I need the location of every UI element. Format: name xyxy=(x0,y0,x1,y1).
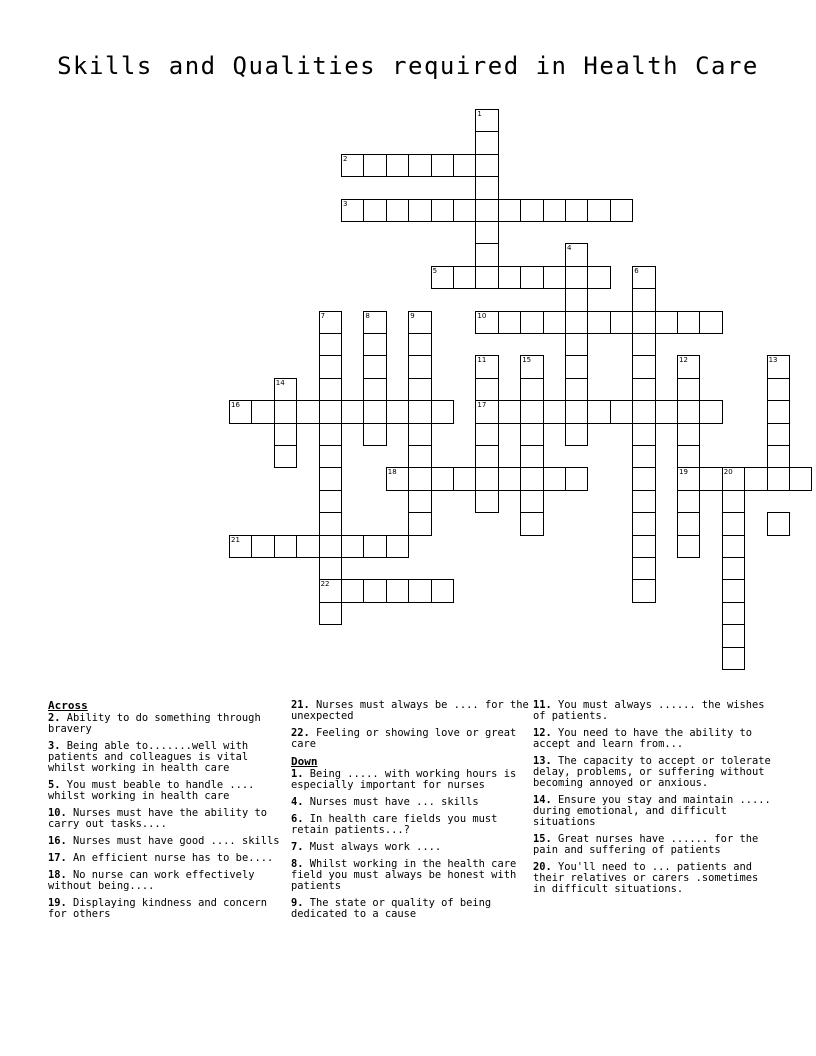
crossword-cell[interactable] xyxy=(453,154,476,177)
crossword-cell[interactable] xyxy=(587,266,610,289)
crossword-cell[interactable] xyxy=(498,400,521,423)
crossword-cell[interactable] xyxy=(498,311,521,334)
crossword-cell[interactable] xyxy=(677,535,700,558)
clue-text: In health care fields you must retain patients...? xyxy=(291,813,498,836)
crossword-cell[interactable] xyxy=(699,400,722,423)
crossword-cell[interactable] xyxy=(475,445,498,468)
down-clue xyxy=(291,769,529,791)
clue-number-label: 19. xyxy=(48,897,67,909)
clue-text: Being able to.......well with patients and colleagues is vital whilst working in health care xyxy=(48,740,249,774)
crossword-cell[interactable] xyxy=(677,400,700,423)
clue-text: The state or quality of being dedicated to a cause xyxy=(291,897,492,920)
clue-number-label: 22. xyxy=(291,727,310,739)
down-heading: Down xyxy=(291,755,318,768)
crossword-cell[interactable] xyxy=(565,288,588,311)
clue-number: 7 xyxy=(320,311,326,320)
crossword-cell[interactable] xyxy=(722,647,745,670)
clue-number-label: 14. xyxy=(533,794,552,806)
down-clue xyxy=(533,728,771,750)
clue-number: 8 xyxy=(365,311,370,320)
crossword-cell[interactable] xyxy=(520,512,543,535)
crossword-cell[interactable] xyxy=(475,243,498,266)
crossword-cell[interactable] xyxy=(767,400,790,423)
crossword-cell[interactable] xyxy=(475,109,498,132)
page-title: Skills and Qualities required in Health Care xyxy=(57,52,759,80)
crossword-cell[interactable] xyxy=(319,467,342,490)
crossword-cell[interactable] xyxy=(475,266,498,289)
clue-text: Nurses must have ... skills xyxy=(303,796,479,808)
crossword-cell[interactable] xyxy=(319,445,342,468)
crossword-cell[interactable] xyxy=(677,311,700,334)
crossword-cell[interactable] xyxy=(386,467,409,490)
crossword-cell[interactable] xyxy=(543,400,566,423)
crossword-cell[interactable] xyxy=(408,445,431,468)
crossword-cell[interactable] xyxy=(475,378,498,401)
crossword-cell[interactable] xyxy=(632,288,655,311)
crossword-cell[interactable] xyxy=(453,266,476,289)
down-clue xyxy=(291,898,529,920)
across-clue xyxy=(48,713,286,735)
crossword-cell[interactable] xyxy=(363,199,386,222)
clue-text: Whilst working in the health care field you must always be honest with patients xyxy=(291,858,517,892)
crossword-cell[interactable] xyxy=(722,624,745,647)
across-clue xyxy=(48,853,286,864)
crossword-cell[interactable] xyxy=(632,333,655,356)
clue-number-label: 6. xyxy=(291,813,304,825)
crossword-cell[interactable] xyxy=(431,199,454,222)
crossword-cell[interactable] xyxy=(363,535,386,558)
down-clue xyxy=(533,700,771,722)
clue-text: The capacity to accept or tolerate delay, problems, or suffering without becoming annoyed or anxious. xyxy=(533,755,771,789)
crossword-cell[interactable] xyxy=(498,467,521,490)
crossword-cell[interactable] xyxy=(475,311,498,334)
clue-text: Nurses must have good .... skills xyxy=(66,835,280,847)
crossword-cell[interactable] xyxy=(632,355,655,378)
crossword-cell[interactable] xyxy=(543,199,566,222)
crossword-cell[interactable] xyxy=(565,400,588,423)
clue-text: Must always work .... xyxy=(303,841,442,853)
crossword-cell[interactable] xyxy=(543,266,566,289)
down-clue xyxy=(291,814,529,836)
clue-text: You'll need to ... patients and their relatives or carers .sometimes in difficult situations. xyxy=(533,861,759,895)
crossword-cell[interactable] xyxy=(565,266,588,289)
crossword-cell[interactable] xyxy=(722,579,745,602)
clue-number-label: 11. xyxy=(533,699,552,711)
crossword-cell[interactable] xyxy=(677,378,700,401)
crossword-cell[interactable] xyxy=(229,400,252,423)
down-clue xyxy=(291,797,529,808)
crossword-cell[interactable] xyxy=(274,378,297,401)
down-clue xyxy=(291,859,529,892)
crossword-cell[interactable] xyxy=(475,154,498,177)
crossword-cell[interactable] xyxy=(475,131,498,154)
crossword-cell[interactable] xyxy=(408,378,431,401)
crossword-cell[interactable] xyxy=(722,602,745,625)
crossword-cell[interactable] xyxy=(632,266,655,289)
crossword-cell[interactable] xyxy=(475,221,498,244)
down-clue xyxy=(533,834,771,856)
crossword-cell[interactable] xyxy=(767,378,790,401)
crossword-cell[interactable] xyxy=(565,378,588,401)
crossword-cell[interactable] xyxy=(408,467,431,490)
crossword-cell[interactable] xyxy=(363,423,386,446)
clue-number-label: 1. xyxy=(291,768,304,780)
clue-number-label: 17. xyxy=(48,852,67,864)
crossword-cell[interactable] xyxy=(475,355,498,378)
clue-number: 6 xyxy=(634,266,639,275)
crossword-cell[interactable] xyxy=(363,311,386,334)
crossword-cell[interactable] xyxy=(767,355,790,378)
clue-column-2 xyxy=(291,700,529,926)
crossword-cell[interactable] xyxy=(296,535,319,558)
clue-number: 12 xyxy=(679,356,688,365)
down-clue xyxy=(533,862,771,895)
clue-number-label: 9. xyxy=(291,897,304,909)
crossword-cell[interactable] xyxy=(431,400,454,423)
crossword-cell[interactable] xyxy=(475,199,498,222)
clue-number: 2 xyxy=(343,154,348,163)
crossword-cell[interactable] xyxy=(565,199,588,222)
clue-column-3 xyxy=(533,700,771,901)
crossword-cell[interactable] xyxy=(498,266,521,289)
crossword-cell[interactable] xyxy=(319,355,342,378)
clue-number-label: 16. xyxy=(48,835,67,847)
clue-text: Displaying kindness and concern for others xyxy=(48,897,267,920)
crossword-cell[interactable] xyxy=(722,490,745,513)
crossword-cell[interactable] xyxy=(363,333,386,356)
across-heading: Across xyxy=(48,699,88,712)
crossword-cell[interactable] xyxy=(632,512,655,535)
crossword-cell[interactable] xyxy=(677,512,700,535)
clue-number-label: 5. xyxy=(48,779,61,791)
crossword-cell[interactable] xyxy=(319,400,342,423)
crossword-cell[interactable] xyxy=(565,311,588,334)
across-clue xyxy=(48,870,286,892)
clue-number-label: 4. xyxy=(291,796,304,808)
crossword-cell[interactable] xyxy=(520,266,543,289)
clue-text: Feeling or showing love or great care xyxy=(291,727,517,750)
crossword-cell[interactable] xyxy=(767,467,790,490)
crossword-cell[interactable] xyxy=(408,199,431,222)
across-clue xyxy=(291,728,529,750)
across-clue xyxy=(48,898,286,920)
clue-number-label: 2. xyxy=(48,712,61,724)
crossword-cell[interactable] xyxy=(475,400,498,423)
crossword-cell[interactable] xyxy=(565,243,588,266)
crossword-cell[interactable] xyxy=(677,355,700,378)
clue-number: 15 xyxy=(522,356,532,365)
clue-text: Being ..... with working hours is especially important for nurses xyxy=(291,768,517,791)
clue-number-label: 12. xyxy=(533,727,552,739)
crossword-cell[interactable] xyxy=(655,400,678,423)
crossword-cell[interactable] xyxy=(319,602,342,625)
crossword-cell[interactable] xyxy=(632,400,655,423)
clue-number-label: 18. xyxy=(48,869,67,881)
clue-number: 22 xyxy=(320,580,330,589)
clue-number: 11 xyxy=(477,356,487,365)
down-clue xyxy=(291,842,529,853)
crossword-cell[interactable] xyxy=(722,557,745,580)
clue-number: 20 xyxy=(723,468,733,477)
crossword-cell[interactable] xyxy=(632,423,655,446)
crossword-cell[interactable] xyxy=(319,490,342,513)
clue-text: You must always ...... the wishes of patients. xyxy=(533,699,765,722)
crossword-cell[interactable] xyxy=(319,579,342,602)
clue-number: 16 xyxy=(231,401,240,410)
clue-number: 13 xyxy=(768,356,778,365)
clue-number-label: 3. xyxy=(48,740,61,752)
clue-number: 3 xyxy=(343,199,348,208)
crossword-cell[interactable] xyxy=(520,199,543,222)
crossword-cell[interactable] xyxy=(408,490,431,513)
clue-number-label: 20. xyxy=(533,861,552,873)
crossword-cell[interactable] xyxy=(543,467,566,490)
crossword-cell[interactable] xyxy=(363,355,386,378)
crossword-cell[interactable] xyxy=(587,400,610,423)
crossword-cell[interactable] xyxy=(520,355,543,378)
crossword-cell[interactable] xyxy=(319,557,342,580)
crossword-cell[interactable] xyxy=(341,579,364,602)
crossword-cell[interactable] xyxy=(767,423,790,446)
crossword-cell[interactable] xyxy=(520,445,543,468)
crossword-cell[interactable] xyxy=(408,423,431,446)
crossword-cell[interactable] xyxy=(386,535,409,558)
crossword-cell[interactable] xyxy=(610,311,633,334)
clue-text: Nurses must have the ability to carry out tasks.... xyxy=(48,807,267,830)
across-clue xyxy=(48,780,286,802)
clue-number: 10 xyxy=(477,311,487,320)
crossword-cell[interactable] xyxy=(699,467,722,490)
crossword-cell[interactable] xyxy=(408,311,431,334)
crossword-cell[interactable] xyxy=(610,400,633,423)
crossword-cell[interactable] xyxy=(767,445,790,468)
crossword-cell[interactable] xyxy=(565,355,588,378)
crossword-cell[interactable] xyxy=(677,490,700,513)
crossword-cell[interactable] xyxy=(632,490,655,513)
crossword-cell[interactable] xyxy=(229,535,252,558)
crossword-cell[interactable] xyxy=(431,467,454,490)
crossword-cell[interactable] xyxy=(319,333,342,356)
crossword-cell[interactable] xyxy=(341,154,364,177)
crossword-cell[interactable] xyxy=(520,400,543,423)
clue-number-label: 10. xyxy=(48,807,67,819)
crossword-cell[interactable] xyxy=(319,311,342,334)
clue-number: 17 xyxy=(477,401,487,410)
crossword-cell[interactable] xyxy=(520,423,543,446)
crossword-cell[interactable] xyxy=(341,535,364,558)
down-clue xyxy=(533,756,771,789)
crossword-cell[interactable] xyxy=(274,445,297,468)
crossword-cell[interactable] xyxy=(677,445,700,468)
crossword-cell[interactable] xyxy=(722,512,745,535)
crossword-cell[interactable] xyxy=(632,467,655,490)
crossword-cell[interactable] xyxy=(386,579,409,602)
clue-text: You need to have the ability to accept and learn from... xyxy=(533,727,752,750)
crossword-cell[interactable] xyxy=(677,467,700,490)
clue-text: You must beable to handle .... whilst working in health care xyxy=(48,779,255,802)
crossword-cell[interactable] xyxy=(520,378,543,401)
crossword-cell[interactable] xyxy=(520,490,543,513)
crossword-cell[interactable] xyxy=(363,378,386,401)
crossword-cell[interactable] xyxy=(408,154,431,177)
crossword-cell[interactable] xyxy=(475,176,498,199)
crossword-cell[interactable] xyxy=(363,400,386,423)
crossword-cell[interactable] xyxy=(632,378,655,401)
across-clue xyxy=(291,700,529,722)
crossword-cell[interactable] xyxy=(386,199,409,222)
crossword-cell[interactable] xyxy=(744,467,767,490)
clue-text: Nurses must always be .... for the unexpected xyxy=(291,699,529,722)
crossword-cell[interactable] xyxy=(543,311,566,334)
clue-number: 9 xyxy=(410,311,415,320)
crossword-cell[interactable] xyxy=(408,400,431,423)
crossword-cell[interactable] xyxy=(319,535,342,558)
clue-number-label: 7. xyxy=(291,841,304,853)
crossword-cell[interactable] xyxy=(520,311,543,334)
crossword-cell[interactable] xyxy=(722,535,745,558)
across-clue xyxy=(48,741,286,774)
across-clue xyxy=(48,836,286,847)
crossword-cell[interactable] xyxy=(475,423,498,446)
crossword-cell[interactable] xyxy=(632,579,655,602)
crossword-cell[interactable] xyxy=(475,490,498,513)
clue-number-label: 21. xyxy=(291,699,310,711)
clue-number: 5 xyxy=(432,266,438,275)
crossword-cell[interactable] xyxy=(431,579,454,602)
crossword-cell[interactable] xyxy=(296,400,319,423)
crossword-cell[interactable] xyxy=(587,199,610,222)
crossword-cell[interactable] xyxy=(632,311,655,334)
clue-text: An efficient nurse has to be.... xyxy=(66,852,274,864)
crossword-cell[interactable] xyxy=(632,557,655,580)
clue-column-1 xyxy=(48,700,286,926)
clue-number: 14 xyxy=(275,378,285,387)
crossword-cell[interactable] xyxy=(251,400,274,423)
clue-number: 18 xyxy=(387,468,397,477)
crossword-cell[interactable] xyxy=(341,199,364,222)
crossword-cell[interactable] xyxy=(274,423,297,446)
clue-number-label: 15. xyxy=(533,833,552,845)
crossword-cell[interactable] xyxy=(274,400,297,423)
clue-number: 4 xyxy=(567,244,572,253)
clue-number-label: 13. xyxy=(533,755,552,767)
crossword-cell[interactable] xyxy=(767,512,790,535)
clue-number: 21 xyxy=(231,535,240,544)
clue-text: Ensure you stay and maintain ..... during emotional, and difficult situations xyxy=(533,794,771,828)
crossword-cell[interactable] xyxy=(386,400,409,423)
crossword-cell[interactable] xyxy=(565,423,588,446)
crossword-cell[interactable] xyxy=(565,333,588,356)
crossword-cell[interactable] xyxy=(408,333,431,356)
crossword-cell[interactable] xyxy=(319,378,342,401)
crossword-cell[interactable] xyxy=(408,579,431,602)
crossword-cell[interactable] xyxy=(408,512,431,535)
crossword-cell[interactable] xyxy=(520,467,543,490)
crossword-cell[interactable] xyxy=(341,400,364,423)
crossword-cell[interactable] xyxy=(565,467,588,490)
crossword-cell[interactable] xyxy=(319,512,342,535)
clue-number-label: 8. xyxy=(291,858,304,870)
crossword-cell[interactable] xyxy=(632,445,655,468)
crossword-cell[interactable] xyxy=(408,355,431,378)
across-clue xyxy=(48,808,286,830)
crossword-cell[interactable] xyxy=(431,154,454,177)
crossword-cell[interactable] xyxy=(386,154,409,177)
crossword-cell[interactable] xyxy=(319,423,342,446)
clue-number: 19 xyxy=(679,468,688,477)
crossword-cell[interactable] xyxy=(363,579,386,602)
crossword-cell[interactable] xyxy=(677,423,700,446)
crossword-cell[interactable] xyxy=(789,467,812,490)
crossword-cell[interactable] xyxy=(274,535,297,558)
down-clue xyxy=(533,795,771,828)
crossword-cell[interactable] xyxy=(699,311,722,334)
crossword-cell[interactable] xyxy=(475,467,498,490)
crossword-cell[interactable] xyxy=(498,199,521,222)
clue-text: No nurse can work effectively without being.... xyxy=(48,869,255,892)
clue-number: 1 xyxy=(477,110,482,118)
clue-text: Great nurses have ...... for the pain and suffering of patients xyxy=(533,833,759,856)
crossword-cell[interactable] xyxy=(587,311,610,334)
crossword-cell[interactable] xyxy=(431,266,454,289)
crossword-cell[interactable] xyxy=(655,311,678,334)
crossword-cell[interactable] xyxy=(722,467,745,490)
clue-text: Ability to do something through bravery xyxy=(48,712,261,735)
crossword-cell[interactable] xyxy=(453,467,476,490)
crossword-cell[interactable] xyxy=(453,199,476,222)
crossword-cell[interactable] xyxy=(251,535,274,558)
crossword-cell[interactable] xyxy=(363,154,386,177)
crossword-cell[interactable] xyxy=(632,535,655,558)
crossword-cell[interactable] xyxy=(610,199,633,222)
